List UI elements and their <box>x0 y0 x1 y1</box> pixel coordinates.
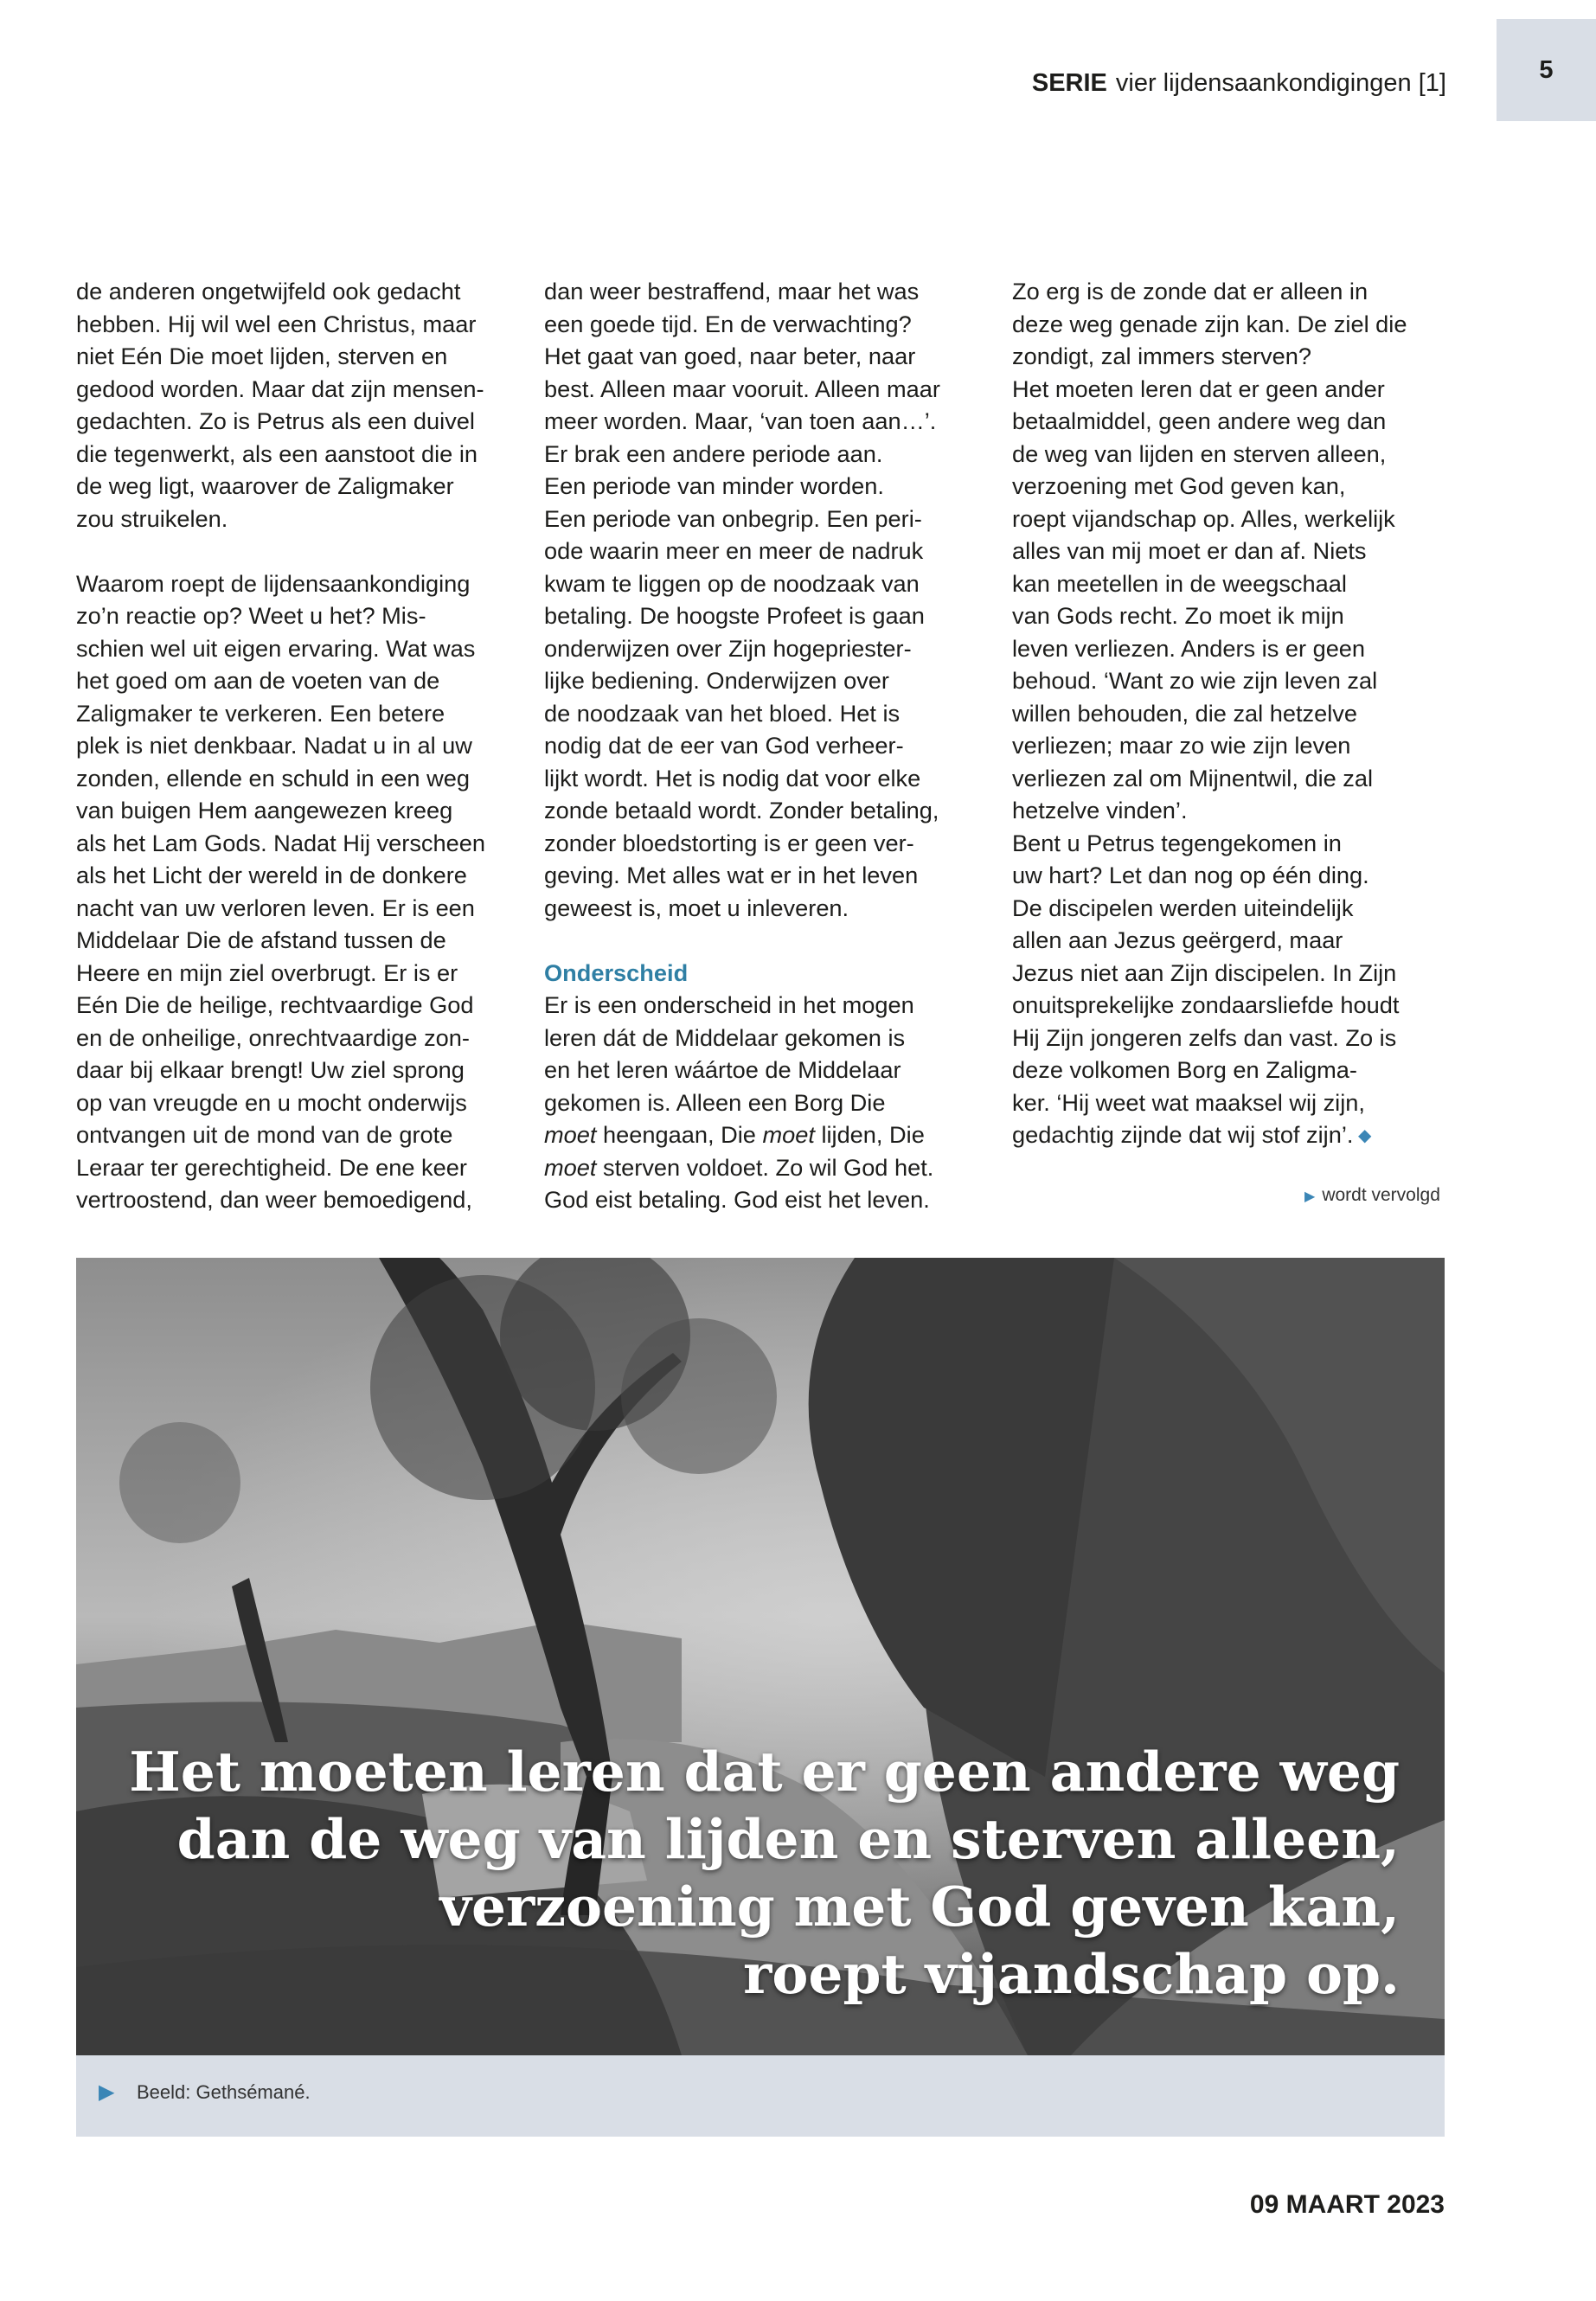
pull-quote-line: dan de weg van lijden en sterven alleen, <box>176 1807 1400 1871</box>
text-line: geweest is, moet u inleveren. <box>544 894 849 921</box>
text-line: geving. Met alles wat er in het leven <box>544 862 919 888</box>
text-line: allen aan Jezus geërgerd, maar <box>1012 926 1343 953</box>
text-line: de weg ligt, waarover de Zaligmaker <box>76 472 454 499</box>
text-line: hebben. Hij wil wel een Christus, maar <box>76 310 477 337</box>
text-line: als het Lam Gods. Nadat Hij verscheen <box>76 829 485 856</box>
text-line: de anderen ongetwijfeld ook gedacht <box>76 278 461 304</box>
text-line: gedood worden. Maar dat zijn mensen- <box>76 375 484 402</box>
text-fragment: sterven voldoet. Zo wil God het. <box>596 1153 934 1181</box>
text-line: een goede tijd. En de verwachting? <box>544 310 912 337</box>
text-line: Hij Zijn jongeren zelfs dan vast. Zo is <box>1012 1023 1397 1051</box>
text-line: verzoening met God geven kan, <box>1012 472 1346 499</box>
text-fragment: heengaan, Die <box>596 1121 763 1148</box>
text-line: de noodzaak van het bloed. Het is <box>544 699 901 727</box>
text-line: Leraar ter gerechtigheid. De ene keer <box>76 1153 467 1181</box>
text-line: betaalmiddel, geen andere weg dan <box>1012 407 1387 434</box>
page-number: 5 <box>1497 19 1596 121</box>
text-line: het goed om aan de voeten van de <box>76 667 440 694</box>
text-line: deze volkomen Borg en Zaligma- <box>1012 1056 1357 1083</box>
text-line: schien wel uit eigen ervaring. Wat was <box>76 634 476 662</box>
text-line: gedachten. Zo is Petrus als een duivel <box>76 407 475 434</box>
column-2 <box>544 275 977 1216</box>
text-line: Een periode van onbegrip. Een peri- <box>544 504 922 532</box>
text-line: onuitsprekelijke zondaarsliefde houdt <box>1012 991 1400 1018</box>
text-line: kwam te liggen op de noodzaak van <box>544 569 920 597</box>
text-line: zonde betaald wordt. Zonder betaling, <box>544 797 939 824</box>
pull-quote <box>102 1738 1400 2008</box>
text-line: ontvangen uit de mond van de grote <box>76 1121 453 1148</box>
text-line: ode waarin meer en meer de nadruk <box>544 537 924 564</box>
pull-quote-line: roept vijandschap op. <box>743 1942 1400 2006</box>
emphasis-text: moet <box>544 1121 597 1148</box>
text-line: nodig dat de eer van God verheer- <box>544 732 904 759</box>
text-line: God eist betaling. God eist het leven. <box>544 1186 930 1213</box>
text-line: alles van mij moet er dan af. Niets <box>1012 537 1367 564</box>
series-label: SERIE <box>1031 69 1107 97</box>
text-line: vertroostend, dan weer bemoedigend, <box>76 1186 472 1213</box>
text-line: dan weer bestraffend, maar het was <box>544 278 920 304</box>
gethsemane-photo <box>76 1258 1445 2055</box>
column-3 <box>1012 275 1445 1153</box>
text-line: hetzelve vinden’. <box>1012 797 1188 824</box>
text-line: zonder bloedstorting is er geen ver- <box>544 829 914 856</box>
pull-quote-line: verzoening met God geven kan, <box>439 1875 1400 1939</box>
text-line: Eén Die de heilige, rechtvaardige God <box>76 991 474 1018</box>
column-1 <box>76 275 509 1216</box>
text-line: op van vreugde en u mocht onderwijs <box>76 1088 467 1116</box>
continued-text: wordt vervolgd <box>1322 1185 1440 1205</box>
text-line: Heere en mijn ziel overbrugt. Er is er <box>76 958 458 986</box>
text-line: die tegenwerkt, als een aanstoot die in <box>76 439 478 467</box>
text-line: daar bij elkaar brengt! Uw ziel sprong <box>76 1056 465 1083</box>
text-line <box>1012 1118 1445 1153</box>
text-line: verliezen; maar zo wie zijn leven <box>1012 732 1351 759</box>
text-line <box>544 1151 977 1184</box>
text-line: lijkt wordt. Het is nodig dat voor elke <box>544 764 921 792</box>
text-line: zondigt, zal immers sterven? <box>1012 343 1312 369</box>
text-line: onderwijzen over Zijn hogepriester- <box>544 634 912 662</box>
text-line: en de onheilige, onrechtvaardige zon- <box>76 1023 470 1051</box>
text-line: ker. ‘Hij weet wat maaksel wij zijn, <box>1012 1088 1365 1116</box>
text-line: als het Licht der wereld in de donkere <box>76 862 467 888</box>
text-line: betaling. De hoogste Profeet is gaan <box>544 602 925 629</box>
continued-note <box>1304 1185 1440 1206</box>
text-line: Middelaar Die de afstand tussen de <box>76 926 446 953</box>
text-line: Onderscheid <box>544 958 689 986</box>
text-line <box>76 535 509 567</box>
emphasis-text: moet <box>544 1153 597 1181</box>
text-line: Waarom roept de lijdensaankondiging <box>76 569 471 597</box>
end-diamond-icon: ◆ <box>1353 1126 1372 1145</box>
text-line: uw hart? Let dan nog op één ding. <box>1012 862 1369 888</box>
running-header <box>0 69 1446 98</box>
text-line: meer worden. Maar, ‘van toen aan…’. <box>544 407 937 434</box>
text-line: nacht van uw verloren leven. Er is een <box>76 894 475 921</box>
text-fragment: gedachtig zijnde dat wij stof zijn’. <box>1012 1121 1354 1148</box>
text-line: Er brak een andere periode aan. <box>544 439 883 467</box>
text-line: leven verliezen. Anders is er geen <box>1012 634 1366 662</box>
photo-caption <box>76 2055 1445 2137</box>
text-line: van buigen Hem aangewezen kreeg <box>76 797 453 824</box>
text-line: lijke bediening. Onderwijzen over <box>544 667 889 694</box>
text-line: Een periode van minder worden. <box>544 472 884 499</box>
text-line: willen behouden, die zal hetzelve <box>1012 699 1358 727</box>
text-line: zou struikelen. <box>76 504 228 532</box>
text-line: gekomen is. Alleen een Borg Die <box>544 1088 886 1116</box>
text-line: deze weg genade zijn kan. De ziel die <box>1012 310 1407 337</box>
text-line <box>544 1118 977 1151</box>
text-line: behoud. ‘Want zo wie zijn leven zal <box>1012 667 1378 694</box>
pull-quote-line: Het moeten leren dat er geen andere weg <box>129 1740 1400 1804</box>
caption-text: Beeld: Gethsémané. <box>137 2081 311 2103</box>
triangle-icon: ▶ <box>99 2080 115 2104</box>
text-line: en het leren wáártoe de Middelaar <box>544 1056 901 1083</box>
text-line: Zo erg is de zonde dat er alleen in <box>1012 278 1368 304</box>
text-fragment: lijden, Die <box>814 1121 925 1148</box>
text-line: Bent u Petrus tegengekomen in <box>1012 829 1342 856</box>
text-line: zonden, ellende en schuld in een weg <box>76 764 470 792</box>
text-line: Er is een onderscheid in het mogen <box>544 991 914 1018</box>
text-line: Jezus niet aan Zijn discipelen. In Zijn <box>1012 958 1397 986</box>
text-line: De discipelen werden uiteindelijk <box>1012 894 1354 921</box>
text-line: Zaligmaker te verkeren. Een betere <box>76 699 445 727</box>
text-line: van Gods recht. Zo moet ik mijn <box>1012 602 1344 629</box>
text-line: niet Eén Die moet lijden, sterven en <box>76 343 448 369</box>
text-line: Het gaat van goed, naar beter, naar <box>544 343 916 369</box>
text-line: verliezen zal om Mijnentwil, die zal <box>1012 764 1374 792</box>
series-title: vier lijdensaankondigingen [1] <box>1115 69 1446 97</box>
triangle-icon: ▶ <box>1304 1189 1316 1204</box>
text-line: roept vijandschap op. Alles, werkelijk <box>1012 504 1395 532</box>
text-line <box>544 924 977 957</box>
text-line: de weg van lijden en sterven alleen, <box>1012 439 1387 467</box>
issue-date: 09 MAART 2023 <box>1249 2190 1445 2219</box>
text-line: zo’n reactie op? Weet u het? Mis- <box>76 602 426 629</box>
text-line: Het moeten leren dat er geen ander <box>1012 375 1385 402</box>
text-line: leren dát de Middelaar gekomen is <box>544 1023 906 1051</box>
text-line: best. Alleen maar vooruit. Alleen maar <box>544 375 940 402</box>
emphasis-text: moet <box>762 1121 815 1148</box>
text-line: kan meetellen in de weegschaal <box>1012 569 1347 597</box>
text-line: plek is niet denkbaar. Nadat u in al uw <box>76 732 472 759</box>
